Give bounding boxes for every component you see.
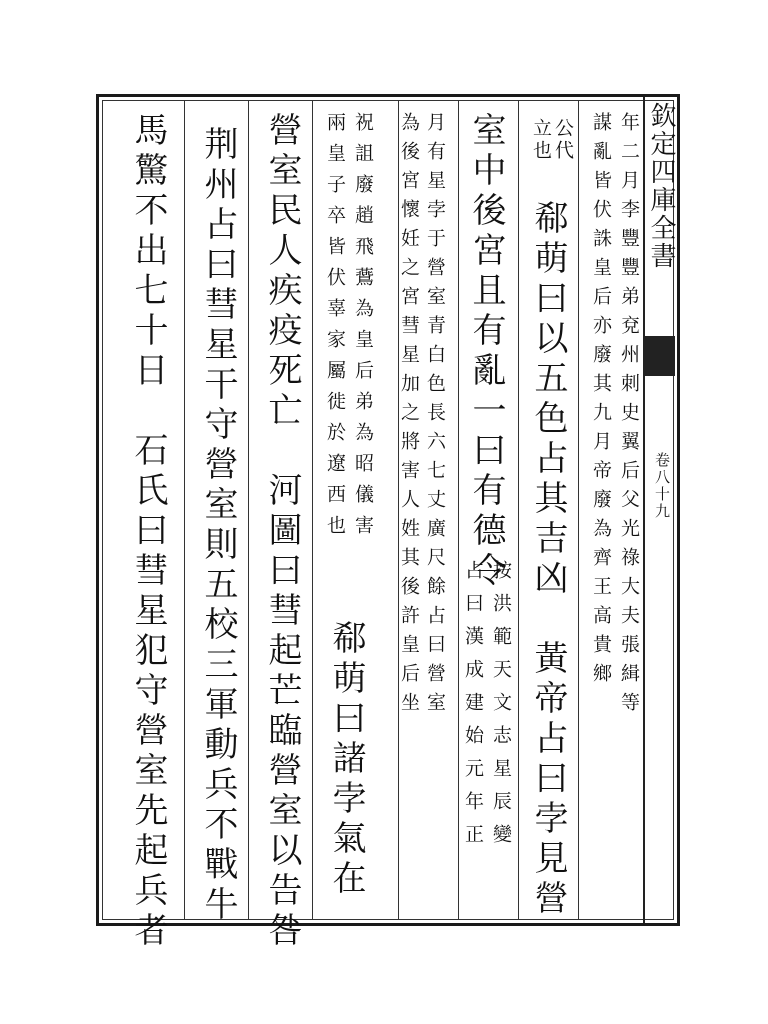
text-column-4b: 為後宮懷妊之宮彗星加之將害人姓其後許皇后坐	[398, 112, 420, 721]
column-rule	[312, 100, 313, 920]
text-column-2: 郗萌曰以五色占其吉凶 黃帝占曰孛見營	[528, 200, 568, 920]
text-column-6: 營室民人疾疫死亡 河圖曰彗起芒臨營室以告咎	[262, 112, 302, 952]
text-column-3a: 按洪範天文志星辰變	[490, 560, 512, 857]
text-column-2b: 立也	[530, 118, 552, 162]
column-rule	[184, 100, 185, 920]
text-column-3: 室中後宮且有亂一曰有德令	[466, 112, 506, 592]
fishtail-mark	[645, 336, 675, 376]
column-rule	[518, 100, 519, 920]
text-column-3b: 占曰漢成建始元年正	[462, 560, 484, 857]
column-rule	[578, 100, 579, 920]
column-rule	[458, 100, 459, 920]
text-column-1b: 謀亂皆伏誅皇后亦廢其九月帝廢為齊王高貴鄉	[590, 112, 612, 692]
text-column-4a: 月有星孛于營室青白色長六七丈廣尺餘占曰營室	[424, 112, 446, 721]
text-column-7: 荆州占曰彗星干守營室則五校三軍動兵不戰牛	[198, 126, 238, 926]
text-column-8: 馬驚不出七十日 石氏曰彗星犯守營室先起兵者	[128, 112, 168, 952]
juan-number: 卷八十九	[653, 452, 671, 520]
book-title: 欽定四庫全書	[646, 102, 676, 270]
text-column-1a: 年二月李豐豐弟兗州刺史翼后父光祿大夫張緝等	[618, 112, 640, 721]
text-column-2a: 公代	[552, 118, 574, 162]
text-column-5: 郗萌曰諸孛氣在	[326, 620, 366, 900]
text-column-5b: 兩皇子卒皆伏辜家屬徙於遼西也	[324, 112, 346, 546]
text-column-5a: 祝詛廢趙飛鷰為皇后弟為昭儀害	[352, 112, 374, 546]
column-rule	[248, 100, 249, 920]
